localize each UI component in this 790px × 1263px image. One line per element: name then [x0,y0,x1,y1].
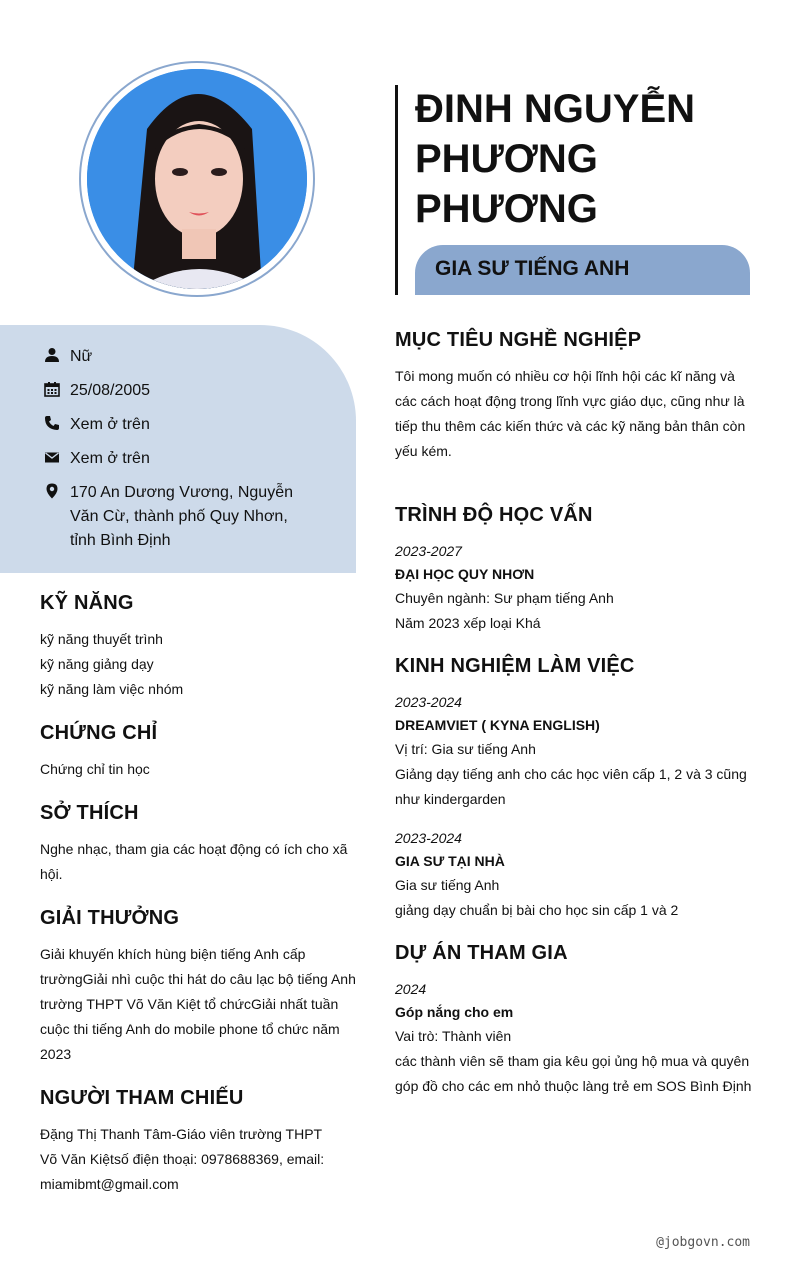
contact-email [44,447,150,471]
phone-text: Xem ở trên [70,416,150,433]
skills-title: KỸ NĂNG [40,592,134,614]
hobbies-title: SỞ THÍCH [40,802,139,824]
person-icon [44,347,60,363]
contact-panel [0,325,356,573]
birthday-text: 25/08/2005 [70,382,151,399]
address-text: 170 An Dương Vương, Nguyễn Văn Cừ, thành phố Quy Nhơn, tỉnh Bình Định [70,484,293,549]
avatar [87,69,307,289]
watermark-footer: @jobgovn.com [656,1235,750,1250]
name-accent-bar [395,85,398,295]
project-year: 2024 [395,981,427,997]
certificates-list [40,757,350,782]
experience-entry [395,827,752,923]
experience-title: KINH NGHIỆM LÀM VIỆC [395,655,635,677]
education-line: Năm 2023 xếp loại Khá [395,615,541,631]
skills-list [40,627,350,702]
project-entry [395,978,752,1099]
role-badge [415,245,750,295]
references-text: Đặng Thị Thanh Tâm-Giáo viên trường THPT Võ Văn Kiệtsố điện thoại: 0978688369, email: miamibmt@gmail.com [40,1126,325,1192]
candidate-name: ĐINH NGUYỄN PHƯƠNG PHƯƠNG [415,87,696,231]
location-pin-icon [44,483,60,499]
phone-icon [44,415,60,431]
skill-item: kỹ năng thuyết trình [40,631,163,647]
job-position: Gia sư tiếng Anh [395,877,500,893]
education-entry [395,540,750,636]
experience-entry [395,691,752,812]
project-name: Góp nắng cho em [395,1004,514,1020]
certificate-item: Chứng chỉ tin học [40,761,150,777]
portrait-photo [87,69,307,289]
education-period: 2023-2027 [395,543,462,559]
objective-text: Tôi mong muốn có nhiều cơ hội lĩnh hội các kĩ năng và các cách hoạt động trong lĩnh vực giáo dục, cũng như là tiếp thu thêm các kiến thức và các kỹ năng bản thân còn yếu kém. [395,368,746,459]
education-title: TRÌNH ĐỘ HỌC VẤN [395,504,593,526]
job-description: Giảng dạy tiếng anh cho các học viên cấp 1, 2 và 3 cũng như kindergarden [395,766,747,807]
calendar-icon [44,381,60,397]
role-text: GIA SƯ TIẾNG ANH [435,257,630,280]
objective-title: MỤC TIÊU NGHỀ NGHIỆP [395,329,642,351]
gender-text: Nữ [70,348,93,365]
education-line: Chuyên ngành: Sư phạm tiếng Anh [395,590,614,606]
awards-text: Giải khuyến khích hùng biện tiếng Anh cấp trườngGiải nhì cuộc thi hát do câu lạc bộ tiếng Anh trường THPT Võ Văn Kiệt tổ chứcGiải nhất tuần cuộc thi tiếng Anh do mobile phone tổ chức năm 2023 [40,946,356,1062]
contact-birthday [44,379,150,403]
email-text: Xem ở trên [70,450,150,467]
contact-phone [44,413,150,437]
job-period: 2023-2024 [395,830,462,846]
job-period: 2023-2024 [395,694,462,710]
job-company: GIA SƯ TẠI NHÀ [395,853,505,869]
skill-item: kỹ năng làm việc nhóm [40,681,184,697]
job-position: Vị trí: Gia sư tiếng Anh [395,741,536,757]
references-title: NGƯỜI THAM CHIẾU [40,1087,244,1109]
left-column [0,0,356,1263]
mail-icon [44,449,60,465]
job-company: DREAMVIET ( KYNA ENGLISH) [395,717,600,733]
education-school: ĐẠI HỌC QUY NHƠN [395,566,535,582]
hobbies-text: Nghe nhạc, tham gia các hoạt động có ích cho xã hội. [40,841,348,882]
project-description: các thành viên sẽ tham gia kêu gọi ủng hộ mua và quyên góp đồ cho các em nhỏ thuộc làng trẻ em SOS Bình Định [395,1053,752,1094]
contact-address [44,481,294,553]
job-description: giảng dạy chuẩn bị bài cho học sin cấp 1 và 2 [395,902,679,918]
contact-gender [44,345,92,369]
projects-title: DỰ ÁN THAM GIA [395,942,568,964]
awards-title: GIẢI THƯỞNG [40,907,180,929]
skill-item: kỹ năng giảng dạy [40,656,154,672]
project-role: Vai trò: Thành viên [395,1028,512,1044]
certificates-title: CHỨNG CHỈ [40,722,158,744]
